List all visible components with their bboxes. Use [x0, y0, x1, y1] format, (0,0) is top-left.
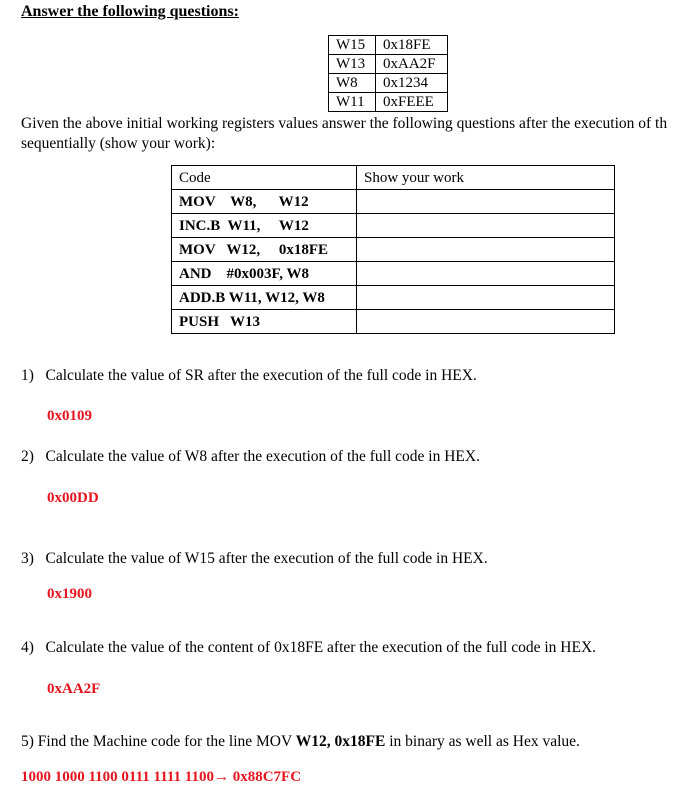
code-row: [172, 262, 615, 286]
question-5-prefix: 5) Find the Machine code for the line MOV: [21, 733, 296, 750]
register-name: W8: [329, 74, 376, 93]
answer-2: 0x00DD: [47, 490, 99, 506]
register-row: [329, 55, 448, 74]
question-5-suffix: in binary as well as Hex value.: [385, 733, 580, 750]
work-cell: [357, 286, 615, 310]
work-cell: [357, 310, 615, 334]
code-row: [172, 190, 615, 214]
code-instruction: AND #0x003F, W8: [172, 262, 357, 286]
code-instruction: ADD.B W11, W12, W8: [172, 286, 357, 310]
work-cell: [357, 190, 615, 214]
code-row: [172, 286, 615, 310]
question-2: 2) Calculate the value of W8 after the execution of the full code in HEX.: [21, 448, 480, 465]
register-name: W11: [329, 93, 376, 112]
code-row: [172, 310, 615, 334]
code-header: Code: [172, 166, 357, 190]
question-4: 4) Calculate the value of the content of 0x18FE after the execution of the full code in HEX.: [21, 639, 597, 656]
work-cell: [357, 262, 615, 286]
code-instruction: INC.B W11, W12: [172, 214, 357, 238]
question-1: 1) Calculate the value of SR after the execution of the full code in HEX.: [21, 367, 477, 384]
answer-4: 0xAA2F: [47, 681, 101, 697]
code-instruction: MOV W8, W12: [172, 190, 357, 214]
register-row: [329, 36, 448, 55]
code-table: [171, 165, 615, 334]
register-name: W13: [329, 55, 376, 74]
work-cell: [357, 238, 615, 262]
code-row: [172, 238, 615, 262]
intro-text: [21, 114, 667, 154]
registers-table: [328, 35, 448, 112]
work-cell: [357, 214, 615, 238]
register-value: 0x18FE: [376, 36, 448, 55]
register-value: 0xAA2F: [376, 55, 448, 74]
code-table-header: [172, 166, 615, 190]
intro-line-1: Given the above initial working registers values answer the following questions after the execution of th: [21, 115, 668, 132]
code-row: [172, 214, 615, 238]
question-5-bold: W12, 0x18FE: [295, 733, 386, 750]
code-instruction: PUSH W13: [172, 310, 357, 334]
answer-1: 0x0109: [47, 408, 92, 424]
answer-5: 1000 1000 1100 0111 1111 1100→ 0x88C7FC: [21, 769, 302, 785]
work-header: Show your work: [357, 166, 615, 190]
answer-3: 0x1900: [47, 586, 92, 602]
question-3: 3) Calculate the value of W15 after the execution of the full code in HEX.: [21, 550, 488, 567]
page-heading: Answer the following questions:: [21, 3, 239, 20]
register-name: W15: [329, 36, 376, 55]
question-5: [21, 733, 580, 751]
code-instruction: MOV W12, 0x18FE: [172, 238, 357, 262]
register-row: [329, 93, 448, 112]
intro-line-2: sequentially (show your work):: [21, 135, 216, 152]
register-row: [329, 74, 448, 93]
register-value: 0x1234: [376, 74, 448, 93]
register-value: 0xFEEE: [376, 93, 448, 112]
